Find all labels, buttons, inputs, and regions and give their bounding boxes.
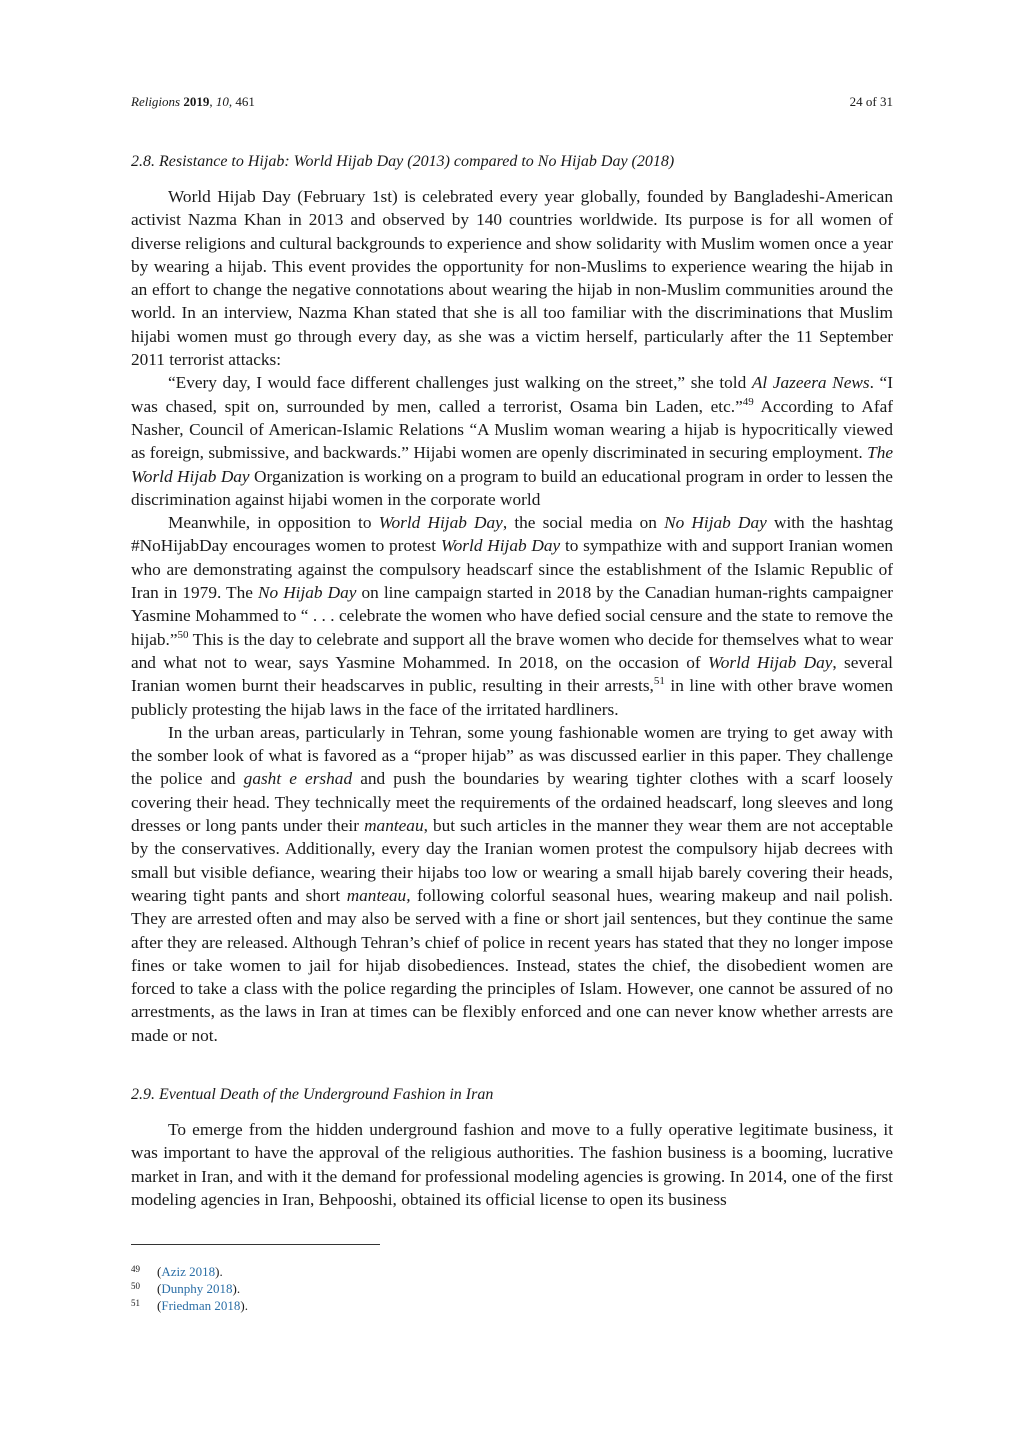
section-heading-2-9: 2.9. Eventual Death of the Underground Fashion in Iran xyxy=(131,1086,494,1103)
citation-link[interactable]: Dunphy 2018 xyxy=(161,1281,233,1296)
footnote-ref-49[interactable]: 49 xyxy=(742,395,754,408)
paragraph: World Hijab Day (February 1st) is celebrated every year globally, founded by Bangladeshi-American activist Nazma Khan in 2013 and observed by 140 countries worldwide. Its purpose is for all women of diverse religions and cultural backgrounds to experience and show solidarity with Muslim women once a year by wearing a hijab. This event provides the opportunity for non-Muslims to experience wearing the hijab in an effort to change the negative connotations about wearing the hijab in non-Muslim communities around the world. In an interview, Nazma Khan stated that she is all too familiar with the discriminations that Muslim hijabi women must go through every day, as she was a victim herself, particularly after the 11 September 2011 terrorist attacks: xyxy=(131,187,893,370)
paragraph: In the urban areas, particularly in Tehran, some young fashionable women are trying to get away with the somber look of what is favored as a “proper hijab” as was discussed earlier in this paper. They challenge the police and gasht e ershad and push the boundaries by wearing tighter clothes with a scarf loosely covering their head. They technically meet the requirements of the ordained headscarf, long sleeves and long dresses or long pants under their manteau, but such articles in the manner they wear them are not acceptable by the conservatives. Additionally, every day the Iranian women protest the compulsory hijab decrees with small but visible defiance, wearing their hijabs too low or wearing a small hijab barely covering their heads, wearing tight pants and short manteau, following colorful seasonal hues, wearing makeup and nail polish. They are arrested often and may also be served with a fine or short jail sentences, but they continue the same after they are released. Although Tehran’s chief of police in recent years has stated that they no longer impose fines or take women to jail for hijab disobediences. Instead, states the chief, the disobedient women are forced to take a class with the police regarding the principles of Islam. However, one cannot be assured of no arrestments, as the laws in Iran at times can be flexibly enforced and one can never know whether arrests are made or not. xyxy=(131,722,893,1045)
section-heading-2-8: 2.8. Resistance to Hijab: World Hijab Day (2013) compared to No Hijab Day (2018) xyxy=(131,153,675,170)
section-2-8-body xyxy=(131,185,893,1047)
footnote-ref-50[interactable]: 50 xyxy=(177,628,189,641)
paragraph: Meanwhile, in opposition to World Hijab Day, the social media on No Hijab Day with the hashtag #NoHijabDay encourages women to protest World Hijab Day to sympathize with and support Iranian women who are demonstrating against the compulsory headscarf since the establishment of the Islamic Republic of Iran in 1979. The No Hijab Day on line campaign started in 2018 by the Canadian human-rights campaigner Yasmine Mohammed to “ . . . celebrate the women who have defied social censure and the state to remove the hijab.”$^{50}$ This is the day to celebrate and support all the brave women who decide for themselves what to wear and what not to wear, says Yasmine Mohammed. In 2018, on the occasion of World Hijab Day, several Iranian women burnt their headscarves in public, resulting in their arrests,$^{51}$ in line with other brave women publicly protesting the hijab laws in the face of the irritated hardliners. xyxy=(131,513,893,719)
section-2-9-body xyxy=(131,1118,893,1211)
page-number: 24 of 31 xyxy=(849,94,893,109)
citation-link[interactable]: Aziz 2018 xyxy=(161,1264,216,1279)
citation-link[interactable]: Friedman 2018 xyxy=(161,1298,241,1313)
citation: Religions 2019, 10, 461 xyxy=(131,94,255,109)
article-number: 461 xyxy=(235,94,255,109)
paragraph: To emerge from the hidden underground fashion and move to a fully operative legitimate business, it was important to have the approval of the religious authorities. The fashion business is a booming, lucrative market in Iran, and with it the demand for professional modeling agencies is growing. In 2014, one of the first modeling agencies in Iran, Behpooshi, obtained its official license to open its business xyxy=(131,1120,893,1209)
footnote-divider xyxy=(131,1244,380,1245)
journal-name: Religions xyxy=(131,94,181,109)
footnote-ref-51[interactable]: 51 xyxy=(653,675,665,688)
footnote-51: 51 (Friedman 2018). xyxy=(131,1298,249,1313)
running-header xyxy=(131,94,893,110)
footnote-50: 50 (Dunphy 2018). xyxy=(131,1281,241,1296)
journal-volume: 10 xyxy=(215,94,229,109)
footnotes xyxy=(131,1263,531,1314)
journal-year: 2019 xyxy=(183,94,210,109)
paragraph: “Every day, I would face different challenges just walking on the street,” she told Al Jazeera News. “I was chased, spit on, surrounded by men, called a terrorist, Osama bin Laden, etc.”$^{49}$ According to Afaf Nasher, Council of American-Islamic Relations “A Muslim woman wearing a hijab is hypocritically viewed as foreign, submissive, and backwards.” Hijabi women are openly discriminated in securing employment. The World Hijab Day Organization is working on a program to build an educational program in order to lessen the discrimination against hijabi women in the corporate world xyxy=(131,373,894,509)
footnote-49: 49 (Aziz 2018). xyxy=(131,1264,223,1279)
